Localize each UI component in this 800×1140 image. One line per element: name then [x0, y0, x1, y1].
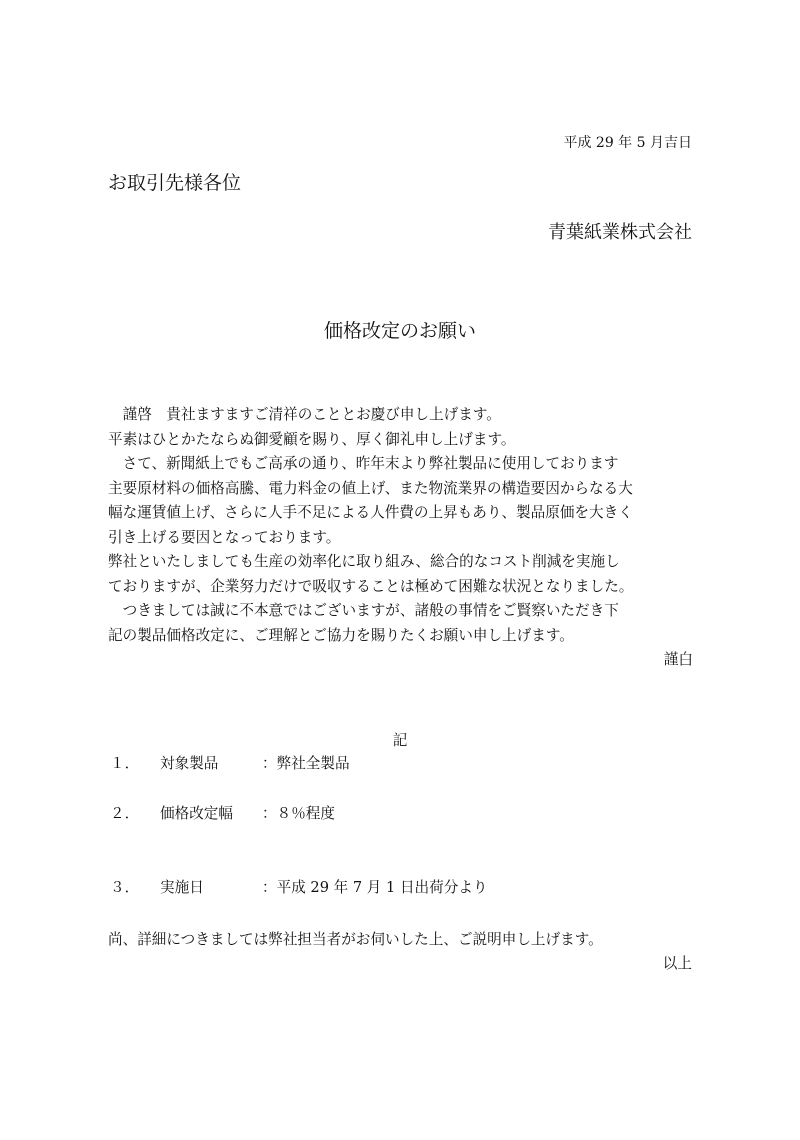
body-line: 謹啓 貴社ますますご清祥のこととお慶び申し上げます。: [108, 406, 501, 423]
ki-heading: 記: [392, 732, 408, 749]
addressee: お取引先様各位: [108, 172, 242, 194]
ijo-end-mark: 以上: [662, 955, 692, 972]
item-label: 実施日: [160, 879, 204, 896]
letter-body: [108, 403, 693, 673]
item-value: ：弊社全製品: [262, 755, 350, 772]
body-line: 平素はひとかたならぬ御愛顧を賜り、厚く御礼申し上げます。: [108, 430, 516, 448]
body-line: ておりますが、企業努力だけで吸収することは極めて困難な状況となりました。: [108, 577, 634, 595]
letter-date: 平成 29 年 5 月吉日: [563, 135, 692, 151]
item-value: ：平成 29 年 7 月 1 日出荷分より: [262, 879, 488, 896]
item-value: ：８％程度: [262, 805, 335, 822]
closing-kinpaku: 謹白: [663, 651, 693, 668]
body-line: 幅な運賃値上げ、さらに人手不足による人件費の上昇もあり、製品原価を大きく: [108, 504, 633, 521]
body-line: 主要原材料の価格高騰、電力料金の値上げ、また物流業界の構造要因からなる大: [108, 479, 633, 497]
body-line: 記の製品価格改定に、ご理解とご協力を賜りたくお願い申し上げます。: [108, 626, 574, 644]
item-label: 対象製品: [160, 755, 219, 772]
body-line: さて、新聞紙上でもご高承の通り、昨年末より弊社製品に使用しております: [108, 455, 619, 472]
letter-subject: 価格改定のお願い: [323, 320, 476, 342]
item-label: 価格改定幅: [160, 805, 233, 822]
item-number: １．: [110, 755, 140, 772]
body-line: つきましては誠に不本意ではございますが、諸般の事情をご賢察いただき下: [108, 602, 619, 619]
body-line: 引き上げる要因となっております。: [108, 528, 341, 546]
item-number: ３．: [110, 879, 140, 896]
closing-note: 尚、詳細につきましては弊社担当者がお伺いした上、ご説明申し上げます。: [108, 931, 603, 948]
sender-company: 青葉紙業株式会社: [548, 222, 692, 243]
body-line: 弊社といたしましても生産の効率化に取り組み、総合的なコスト削減を実施し: [108, 553, 620, 570]
item-number: ２．: [110, 805, 140, 822]
